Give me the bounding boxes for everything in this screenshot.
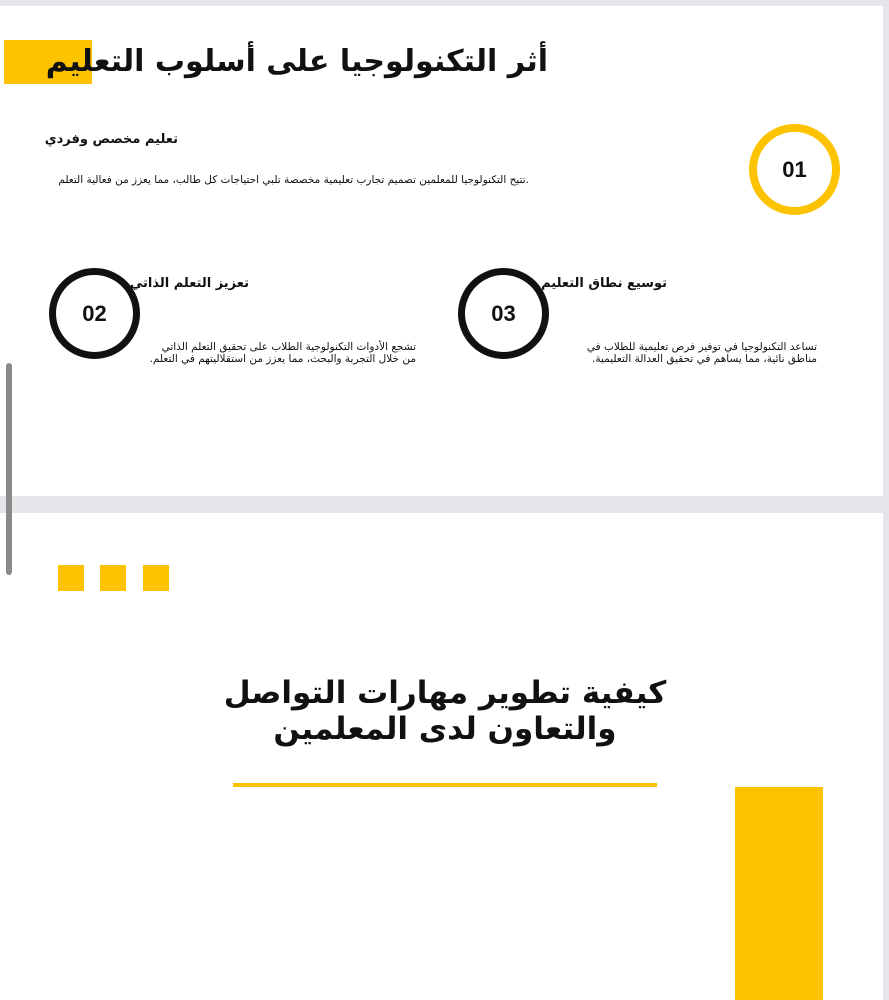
slide-communication-skills	[0, 513, 883, 1000]
number-circle-03	[458, 268, 549, 359]
number-circle-02	[49, 268, 140, 359]
accent-square-3	[143, 565, 169, 591]
number-03: 03	[491, 300, 516, 326]
item-heading-02: تعزيز التعلم الذاتي	[129, 276, 249, 291]
accent-square-1	[58, 565, 84, 591]
item-heading-03: توسيع نطاق التعليم	[541, 276, 667, 291]
number-01: 01	[782, 156, 807, 182]
slide-technology-impact	[0, 6, 883, 496]
item-heading-01: تعليم مخصص وفردي	[44, 132, 178, 147]
slide-title: كيفية تطوير مهارات التواصل والتعاون لدى المعلمين	[223, 675, 667, 747]
title-underline	[233, 783, 657, 787]
number-02: 02	[82, 300, 107, 326]
accent-block	[735, 787, 823, 1000]
scrollbar-thumb[interactable]	[6, 363, 12, 575]
accent-square-2	[100, 565, 126, 591]
item-text-02: تشجع الأدوات التكنولوجية الطلاب على تحقيق التعلم الذاتي من خلال التجربة والبحث، مما يعزز من استقلاليتهم في التعلم.	[149, 341, 416, 365]
slide-title: أثر التكنولوجيا على أسلوب التعليم	[45, 44, 548, 79]
item-text-03: تساعد التكنولوجيا في توفير فرص تعليمية للطلاب في مناطق نائية، مما يساهم في تحقيق العدالة التعليمية.	[586, 341, 817, 365]
item-text-01: .تتيح التكنولوجيا للمعلمين تصميم تجارب تعليمية مخصصة تلبي احتياجات كل طالب، مما يعزز من فعالية التعلم	[58, 174, 529, 186]
number-circle-01	[749, 124, 840, 215]
